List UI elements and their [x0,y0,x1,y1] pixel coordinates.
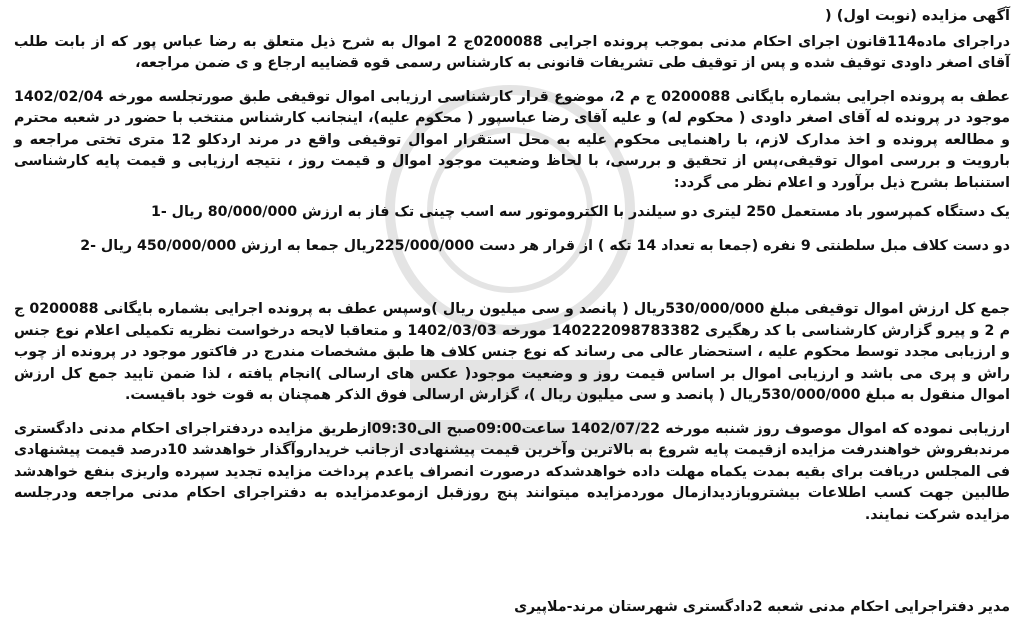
asset-item-1: یک دستگاه کمپرسور باد مستعمل 250 لیتری دو سیلندر با الکتروموتور سه اسب چینی تک فاز به ارزش 80/000/000 ریال -1 [150,204,1010,220]
asset-item-2: دو دست کلاف مبل سلطنتی 9 نفره (جمعا به تعداد 14 تکه ) از قرار هر دست 225/000/000ریال جمعا به ارزش 450/000/000 ریال -2 [80,237,1010,254]
total-value-paragraph: جمع کل ارزش اموال توقیفی مبلغ 530/000/000ریال ( پانصد و سی میلیون ریال )وسپس عطف به پرونده اجرایی بشماره بایگانی 0200088 ج م 2 و پیرو گزارش کارشناسی با کد رهگیری 140222098783382 مورخه 1402/03/03 و متعاقبا لایحه درخواست نظریه تکمیلی اعلام نوع جنس و ارزیابی مجدد توسط محکوم علیه ، استحضار عالی می رساند که نوع جنس کلاف ها طبق مشخصات مندرج در فاکتور موجود در پرونده از چوب راش و پری می باشد و ارزیابی اموال بر اساس قیمت روز و وضعیت موجود( عکس های ارسالی )انجام یافته ، لذا ضمن تایید جمع کل ارزش اموال منقول به مبلغ 530/000/000ریال ( پانصد و سی میلیون ریال )، گزارش ارسالی فوق الذکر همچنان به قوت خود باقیست. [14,301,1010,403]
notice-title: آگهی مزایده (نوبت اول) ( [825,8,1010,24]
expert-report-paragraph: عطف به پرونده اجرایی بشماره بایگانی 0200088 ج م 2، موضوع قرار کارشناسی ارزیابی اموال توقیفی طبق صورتجلسه مورخه 1402/02/04 موجود در پرونده له آقای اصغر داودی ( محکوم له) و علیه آقای رضا عباسپور ( محکوم علیه)، اینجانب کارشناس منتخب با حضور در شعبه محترم و مطالعه پرونده و اخذ مدارک لازم، با راهنمایی محکوم علیه به محل استقرار اموال توقیفی واقع در مرند اردکلو 12 متری تختی مراجعه و بارویت و بررسی اموال توقیفی،پس از تحقیق و بررسی، با لحاظ وضعیت موجود اموال و قیمت روز ، نتیجه ارزیابی و قیمت پایه کارشناسی استنباط بشرح ذیل برآورد و اعلام نظر می گردد: [14,88,1010,191]
auction-details-paragraph: ارزیابی نموده که اموال موصوف روز شنبه مورخه 1402/07/22 ساعت09:00صبح الی09:30ازطریق مزایده دردفتراجرای احکام مدنی دادگستری مرندبفروش خواهندرفت مزایده ازقیمت پایه شروع به بالاترین وآخرین قیمت پیشنهادی ازجانب خریداروآگذار خواهدشد 10درصد قیمت پیشنهادی فی المجلس دریافت برای بقیه بمدت یکماه مهلت داده خواهدشدکه درصورت انصراف یاعدم پرداخت مزایده تجدید سپرده واریزی بنفع خواهدشد طالبین جهت کسب اطلاعات بیشتروبازدیدازمال موردمزایده میتوانند پنج روزقبل ازموعدمزایده به دفتراجرای احکام مدنی مراجعه ودرجلسه مزایده شرکت نمایند. [14,420,1010,523]
signature-line: مدیر دفتراجرایی احکام مدنی شعبه 2دادگستری شهرستان مرند-ملاپیری [514,599,1010,615]
notice-intro: دراجرای ماده114قانون اجرای احکام مدنی بموجب پرونده اجرایی 0200088ج 2 اموال به شرح ذیل متعلق به رضا عباس پور که از بابت طلب آقای اصغر داودی توقیف شده و پس از توقیف طی تشریفات قانونی به کارشناس رسمی قوه قضاییه ارجاع و ی ضمن مراجعه، [14,33,1010,71]
